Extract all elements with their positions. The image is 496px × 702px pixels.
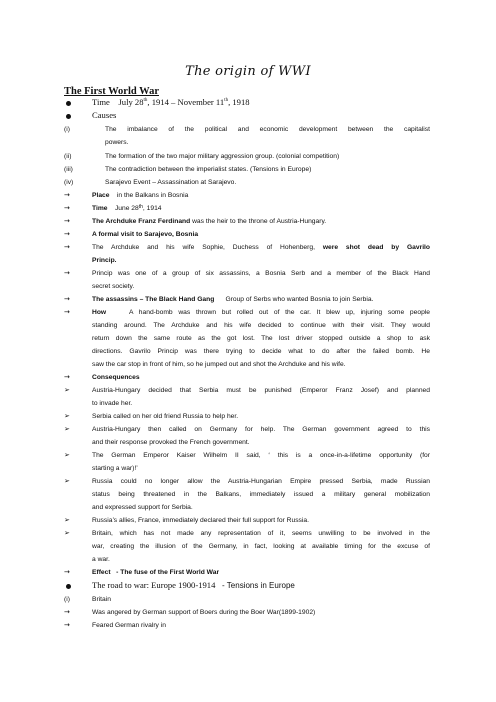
arrow-icon: → [64, 308, 70, 316]
cause-text: The imbalance of the political and economic development between the capitalist [105, 126, 430, 133]
chevron-icon: ➢ [64, 529, 70, 537]
time-line [92, 98, 250, 107]
consequence-text: to invade her. [92, 400, 133, 407]
consequence-text: The German Emperor Kaiser Wilhelm II said, ‘ this is a once-in-a-lifetime opportunity (for [92, 452, 430, 459]
time-mid: , 1914 – November 11 [147, 97, 225, 107]
consequence-text: Austria-Hungary decided that Serbia must be punished (Emperor Franz Josef) and planned [92, 387, 430, 394]
chevron-icon: ➢ [64, 412, 70, 420]
consequence-text: starting a war)!’ [92, 465, 138, 472]
road-line [92, 581, 295, 591]
arrow-icon: → [64, 568, 70, 576]
archduke-text: The Archduke and his wife Sophie, Duchess of Hohenberg, [92, 244, 323, 251]
chevron-icon: ➢ [64, 425, 70, 433]
arrow-icon: → [64, 217, 70, 225]
road-subtitle: - Tensions in Europe [215, 581, 295, 590]
how-line: return down the same route as the got lost. The lost driver stopped outside a shop to ask [92, 335, 430, 342]
time2-line [92, 204, 162, 213]
time-end: , 1918 [228, 97, 250, 107]
consequence-text: status being threatened in the Balkans, immediately issued a military general mobilization [92, 491, 430, 498]
rivalry-line: Feared German rivalry in [92, 622, 166, 629]
chevron-icon: ➢ [64, 451, 70, 459]
cause-num: (i) [64, 126, 70, 133]
arrow-icon: → [64, 230, 70, 238]
time-start: July 28 [118, 97, 144, 107]
consequence-text: Serbia called on her old friend Russia to help her. [92, 413, 239, 420]
chevron-icon: ➢ [64, 386, 70, 394]
archduke-line2: Princip. [92, 257, 117, 264]
how-line: directions. Gavrilo Princip was there trying to decide what to do after the failed bomb. He [92, 348, 430, 355]
consequence-text: war, creating the illusion of the Germany, in fact, looking at available timing for the excuse of [92, 543, 430, 550]
consequence-text: Russia’s allies, France, immediately declared their full support for Russia. [92, 517, 309, 524]
chevron-icon: ➢ [64, 516, 70, 524]
cause-text: Sarajevo Event – Assassination at Sarajevo. [105, 179, 237, 186]
place-label: Place [92, 192, 110, 199]
bullet-icon [66, 101, 71, 106]
assassins-line [92, 295, 373, 304]
cause-text: The formation of the two major military aggression group. (colonial competition) [105, 153, 340, 160]
cause-num: (iv) [64, 179, 74, 186]
arrow-icon: → [64, 204, 70, 212]
consequence-text: Russia could no longer allow the Austria-Hungarian Empire pressed Serbia, made Russian [92, 478, 430, 485]
bullet-icon [66, 584, 71, 589]
sup: th [138, 204, 143, 210]
consequence-text: and their response provoked the French government. [92, 439, 250, 446]
sup: th [224, 98, 229, 103]
arrow-icon: → [64, 295, 70, 303]
cause-num: (ii) [64, 153, 72, 160]
causes-label: Causes [92, 110, 117, 120]
consequence-text: a war. [92, 556, 110, 563]
time2-label: Time [92, 205, 108, 212]
arrow-icon: → [64, 621, 70, 629]
time-label: Time [92, 97, 110, 107]
how-line [92, 308, 430, 317]
arrow-icon: → [64, 243, 70, 251]
sup: th [143, 98, 148, 103]
assassins-rest: Group of Serbs who wanted Bosnia to join Serbia. [225, 296, 374, 303]
consequence-text: Austria-Hungary then called on Germany for help. The German government agreed to this [92, 426, 430, 433]
boers-line: Was angered by German support of Boers during the Boer War(1899-1902) [92, 609, 316, 616]
heir-rest: was the heir to the throne of Austria-Hungary. [190, 218, 327, 225]
section-heading: The First World War [64, 86, 159, 97]
place-line [92, 191, 188, 200]
consequence-text: and expressed support for Serbia. [92, 504, 193, 511]
arrow-icon: → [64, 608, 70, 616]
chevron-icon: ➢ [64, 477, 70, 485]
cause-text: The contradiction between the imperialist states. (Tensions in Europe) [105, 166, 312, 173]
arrow-icon: → [64, 269, 70, 277]
archduke-bold: were shot dead by Gavrilo [322, 244, 430, 251]
britain-num: (i) [64, 596, 70, 603]
how-line: saw the car stop in front of him, so he jumped out and shot the Archduke and his wife. [92, 361, 346, 368]
time2-year: , 1914 [142, 205, 162, 212]
how-label: How [92, 309, 107, 316]
heir-line [92, 217, 326, 226]
archduke-line [92, 243, 430, 252]
heir-bold: The Archduke Franz Ferdinand [92, 218, 191, 225]
page-title: The origin of WWI [185, 64, 311, 79]
cause-text: powers. [105, 139, 129, 146]
bullet-icon [66, 114, 71, 119]
consequences-label: Consequences [92, 374, 140, 381]
effect-line: Effect - The fuse of the First World War [92, 569, 220, 576]
how-line: standing around. The Archduke and his wife decided to continue with their visit. They would [92, 322, 430, 329]
visit-line: A formal visit to Sarajevo, Bosnia [92, 231, 199, 238]
time2-value: June 28 [114, 205, 139, 212]
arrow-icon: → [64, 191, 70, 199]
arrow-icon: → [64, 373, 70, 381]
how-text: A hand-bomb was thrown but rolled out of the car. It blew up, injuring some people [129, 309, 431, 316]
princip-line: Princip was one of a group of six assassins, a Bosnia Serb and a member of the Black Hand [92, 270, 430, 277]
britain-label: Britain [92, 596, 111, 603]
road-title: The road to war: Europe 1900-1914 [92, 580, 216, 590]
cause-num: (iii) [64, 166, 73, 173]
consequence-text: Britain, which has not made any representation of it, seems unwilling to be involved in the [92, 530, 430, 537]
assassins-label: The assassins – The Black Hand Gang [92, 296, 215, 303]
princip-line2: secret society. [92, 283, 135, 290]
place-value: in the Balkans in Bosnia [116, 192, 189, 199]
